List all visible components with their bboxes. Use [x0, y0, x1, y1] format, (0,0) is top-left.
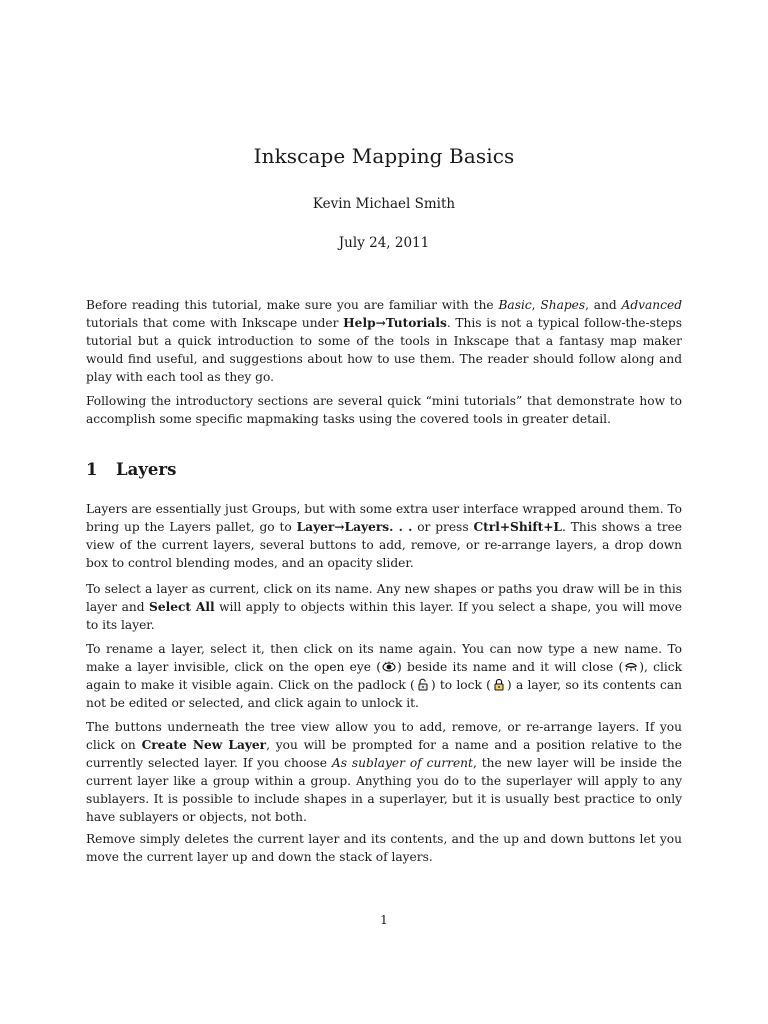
text-run: , and — [585, 298, 622, 312]
text-run: To rename a layer, select it, then click on its name again. You can now type a new name. To make a layer invisible, click on the open eye ( — [86, 642, 682, 674]
text-run: ) beside its name and it will close ( — [397, 660, 624, 674]
unlocked-padlock-icon — [416, 678, 430, 691]
text-run: ) to lock ( — [430, 678, 491, 692]
text-run: . This is not a typical follow-the-steps tutorial but a quick introduction to some of the tools in Inkscape that a fantasy map maker would find useful, and suggestions about how to use them. The reader should follow along and play with each tool as they go. — [86, 316, 682, 384]
intro-paragraph-1 — [86, 296, 682, 386]
text-run: , you will be prompted for a name and a position relative to the currently selected layer. If you choose — [86, 738, 682, 770]
select-all-command: Select All — [149, 600, 215, 614]
layers-menu-path: Layer→Layers. . . — [296, 520, 413, 534]
basic-tutorial-name: Basic — [498, 298, 532, 312]
open-eye-icon — [382, 660, 396, 673]
document-author: Kevin Michael Smith — [312, 196, 456, 212]
text-run: Before reading this tutorial, make sure you are familiar with the — [86, 298, 499, 312]
intro-paragraph-2: Following the introductory sections are several quick “mini tutorials” that demonstrate how to accomplish some specific mapmaking tasks using the covered tools in greater detail. — [86, 394, 682, 426]
create-new-layer-command: Create New Layer — [141, 738, 267, 752]
layers-paragraph-2 — [86, 580, 682, 634]
help-tutorials-menu-path: Help→Tutorials — [343, 316, 447, 330]
layers-paragraph-1 — [86, 500, 682, 572]
as-sublayer-option: As sublayer of current — [331, 756, 473, 770]
text-run: To select a layer as current, click on its name. Any new shapes or paths you draw will be in this layer and — [86, 582, 682, 614]
text-run: will apply to objects within this layer. If you select a shape, you will move to its layer. — [86, 600, 682, 632]
text-run: The buttons underneath the tree view allow you to add, remove, or re-arrange layers. If you click on — [86, 720, 682, 752]
locked-padlock-icon — [492, 678, 506, 691]
section-heading — [86, 458, 682, 482]
page-number: 1 — [380, 913, 388, 927]
text-run: ) a layer, so its contents can not be edited or selected, and click again to unlock it. — [86, 678, 682, 710]
document-title: Inkscape Mapping Basics — [253, 144, 515, 168]
text-run: or press — [412, 520, 474, 534]
text-run: , — [531, 298, 541, 312]
text-run: Layers are essentially just Groups, but with some extra user interface wrapped around them. To bring up the Layers pallet, go to — [86, 502, 682, 534]
text-run: ), click again to make it visible again. Click on the padlock ( — [86, 660, 682, 692]
layers-paragraph-5: Remove simply deletes the current layer and its contents, and the up and down buttons let you move the current layer up and down the stack of layers. — [86, 832, 682, 864]
closed-eye-icon — [624, 660, 638, 673]
section-number: 1 — [86, 460, 98, 479]
section-title: Layers — [116, 460, 177, 479]
layers-paragraph-4 — [86, 718, 682, 826]
layers-shortcut: Ctrl+Shift+L — [473, 520, 562, 534]
document-date: July 24, 2011 — [338, 235, 430, 251]
text-run: . This shows a tree view of the current layers, several buttons to add, remove, or re-arrange layers, a drop down box to control blending modes, and an opacity slider. — [86, 520, 682, 570]
layers-paragraph-3 — [86, 640, 682, 712]
shapes-tutorial-name: Shapes — [540, 298, 586, 312]
text-run: , the new layer will be inside the current layer like a group within a group. Anything you do to the superlayer will apply to any sublayers. It is possible to include shapes in a superlayer, but it is usually best practice to only have sublayers or objects, not both. — [86, 756, 682, 824]
text-run: tutorials that come with Inkscape under — [86, 316, 344, 330]
advanced-tutorial-name: Advanced — [621, 298, 682, 312]
